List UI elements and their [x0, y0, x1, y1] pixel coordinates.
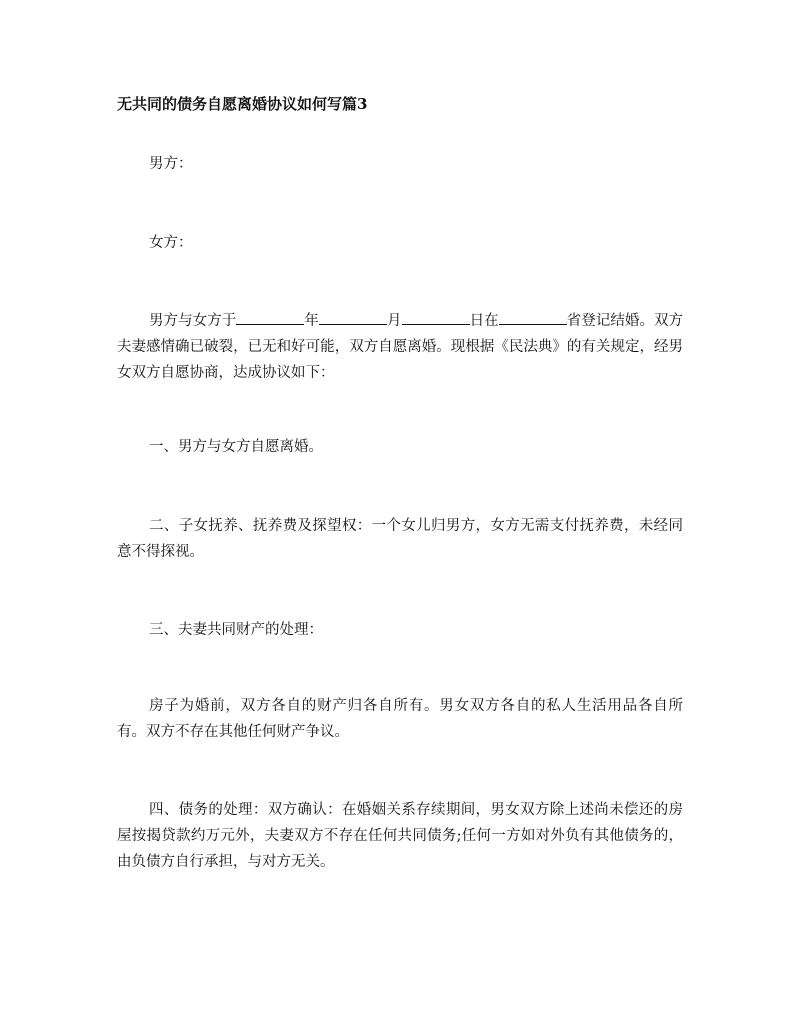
- male-party-label: 男方：: [149, 156, 193, 172]
- intro-text-rest: 省登记结婚。双方夫妻感情确已破裂，已无和好可能，双方自愿离婚。现根据《民法典》的有关规定，经男女双方自愿协商，达成协议如下：: [117, 313, 684, 381]
- clause-two-child-custody: 二、子女抚养、抚养费及探望权：一个女儿归男方，女方无需支付抚养费，未经同意不得探视。: [117, 518, 683, 560]
- marriage-registration-paragraph: [117, 308, 683, 386]
- year-label: 年: [304, 313, 319, 329]
- intro-text-start: 男方与女方于: [149, 313, 237, 329]
- day-blank: [402, 309, 470, 325]
- year-blank: [236, 309, 304, 325]
- month-blank: [319, 309, 387, 325]
- document-title: 无共同的债务自愿离婚协议如何写篇3: [117, 95, 368, 113]
- clause-three-property-detail: 房子为婚前，双方各自的财产归各自所有。男女双方各自的私人生活用品各自所有。双方不存在其他任何财产争议。: [117, 698, 683, 740]
- province-blank: [499, 309, 567, 325]
- clause-three-property-heading: 三、夫妻共同财产的处理：: [149, 622, 323, 638]
- month-label: 月: [386, 313, 402, 329]
- clause-four-debt: 四、债务的处理：双方确认：在婚姻关系存续期间，男女双方除上述尚未偿还的房屋按揭贷款约万元外，夫妻双方不存在任何共同债务;任何一方如对外负有其他债务的，由负债方自行承担，与对方无关。: [117, 802, 683, 870]
- female-party-label: 女方：: [149, 235, 193, 251]
- clause-one: 一、男方与女方自愿离婚。: [149, 439, 323, 455]
- day-at-label: 日在: [469, 313, 499, 329]
